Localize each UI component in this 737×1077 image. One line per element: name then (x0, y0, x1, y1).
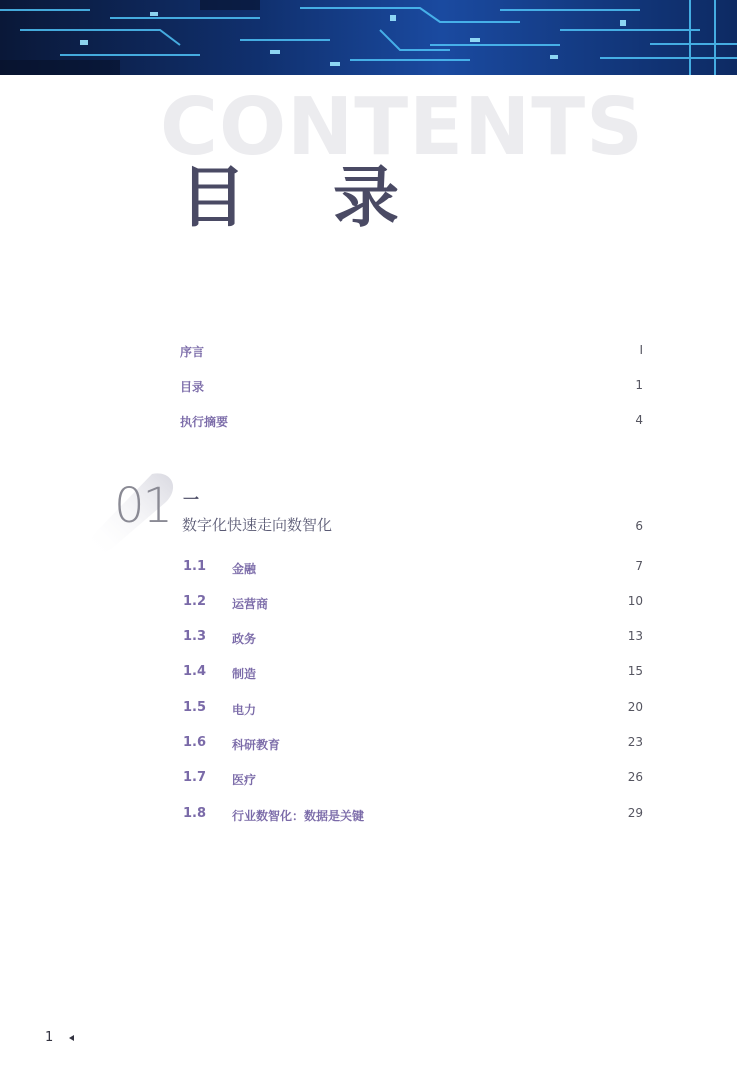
chapter-number: 01 (114, 478, 172, 534)
chapter-dash: 一 (183, 490, 200, 509)
toc-section[interactable] (183, 700, 643, 720)
toc-entry-executive-summary[interactable] (180, 413, 643, 433)
section-number: 1.8 (183, 806, 207, 821)
section-number: 1.3 (183, 629, 207, 644)
toc-entry-label: 目录 (180, 380, 205, 394)
toc-section[interactable] (183, 770, 643, 790)
toc-entry-label: 序言 (180, 345, 205, 359)
section-number: 1.5 (183, 700, 207, 715)
toc-section[interactable] (183, 629, 643, 649)
section-number: 1.4 (183, 664, 207, 679)
chapter-title[interactable]: 数字化快速走向数智化 (182, 516, 333, 534)
left-arrow-icon[interactable] (68, 1034, 76, 1042)
section-page: 13 (627, 629, 643, 643)
toc-section[interactable] (183, 594, 643, 614)
section-page: 15 (627, 664, 643, 678)
section-page: 10 (627, 594, 643, 608)
toc-entry-preface[interactable] (180, 343, 643, 363)
toc-entry-page: I (639, 343, 643, 357)
toc-section[interactable] (183, 664, 643, 684)
section-label: 政务 (232, 632, 257, 646)
section-label: 运营商 (232, 597, 269, 611)
toc-entry-page: 1 (635, 378, 643, 392)
chapter-page: 6 (635, 519, 643, 533)
toc-section[interactable] (183, 735, 643, 755)
section-label: 制造 (232, 667, 257, 681)
section-number: 1.2 (183, 594, 207, 609)
toc-entry-page: 4 (635, 413, 643, 427)
section-label: 金融 (232, 562, 257, 576)
section-number: 1.6 (183, 735, 207, 750)
section-page: 7 (635, 559, 643, 573)
section-label: 行业数智化：数据是关键 (232, 809, 365, 823)
section-label: 医疗 (232, 773, 257, 787)
section-label: 科研教育 (232, 738, 281, 752)
section-number: 1.7 (183, 770, 207, 785)
toc-entry-contents[interactable] (180, 378, 643, 398)
background-contents-word: CONTENTS (160, 81, 645, 173)
header-banner-image (0, 0, 737, 75)
section-page: 23 (627, 735, 643, 749)
section-label: 电力 (232, 703, 257, 717)
section-page: 29 (627, 806, 643, 820)
toc-section[interactable] (183, 559, 643, 579)
toc-section[interactable] (183, 806, 643, 826)
section-number: 1.1 (183, 559, 207, 574)
page-title: 目 录 (180, 159, 431, 236)
toc-entry-label: 执行摘要 (180, 415, 229, 429)
section-page: 26 (627, 770, 643, 784)
section-page: 20 (627, 700, 643, 714)
footer-page-number: 1 (45, 1030, 54, 1045)
